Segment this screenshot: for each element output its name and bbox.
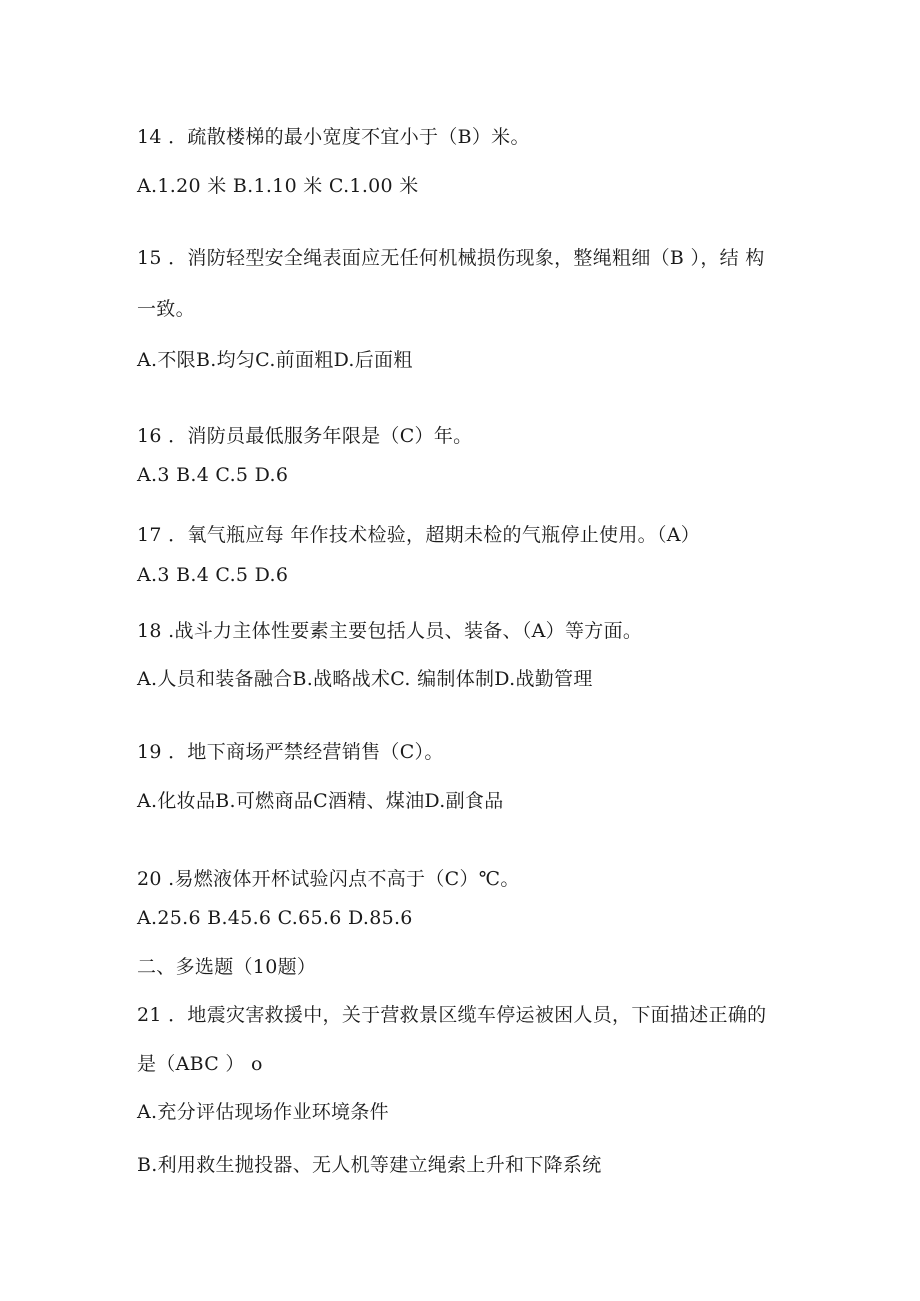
question-17-options: A.3 B.4 C.5 D.6 [137,564,289,586]
question-21-option-b: B.利用救生抛投器、无人机等建立绳索上升和下降系统 [137,1154,602,1176]
question-18-options: A.人员和装备融合B.战略战术C. 编制体制D.战勤管理 [137,668,593,690]
question-21-option-a: A.充分评估现场作业环境条件 [137,1101,389,1123]
question-16: 16 ．消防员最低服务年限是（C）年。 [137,425,473,447]
question-18: 18 .战斗力主体性要素主要包括人员、装备、（A）等方面。 [137,620,643,642]
question-19-options: A.化妆品B.可燃商品C酒精、煤油D.副食品 [137,790,504,812]
question-14: 14 ．疏散楼梯的最小宽度不宜小于（B）米。 [137,126,530,148]
question-21: 21 ．地震灾害救援中，关于营救景区缆车停运被困人员，下面描述正确的 [137,1004,767,1026]
question-16-options: A.3 B.4 C.5 D.6 [137,464,289,486]
question-20: 20 .易燃液体开杯试验闪点不高于（C）℃。 [137,868,520,890]
question-15-continued: 一致。 [137,298,195,320]
question-17: 17 ．氧气瓶应每 年作技术检验，超期未检的气瓶停止使用。（A） [137,524,701,546]
question-19: 19 ．地下商场严禁经营销售（C）。 [137,741,444,763]
question-21-continued: 是（ABC ） o [137,1053,263,1075]
question-15-options: A.不限B.均匀C.前面粗D.后面粗 [137,349,413,371]
question-20-options: A.25.6 B.45.6 C.65.6 D.85.6 [137,907,413,929]
section-heading-multiple-choice: 二、多选题（10题） [137,956,317,978]
question-15: 15 ．消防轻型安全绳表面应无任何机械损伤现象，整绳粗细（B ），结 构 [137,247,765,269]
question-14-options: A.1.20 米 B.1.10 米 C.1.00 米 [137,175,419,197]
